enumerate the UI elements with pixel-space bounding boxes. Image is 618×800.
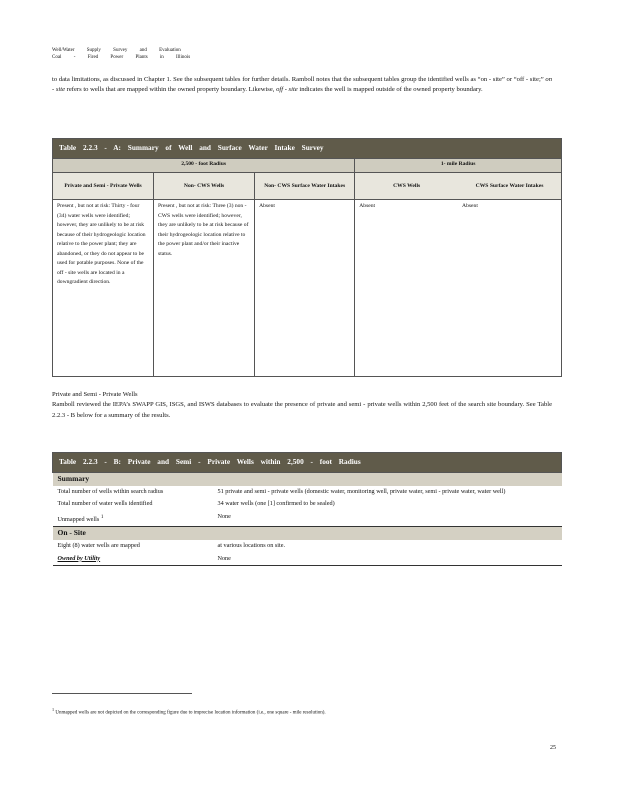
footnote-divider	[52, 693, 192, 694]
table1-col-cws-intakes: CWS Surface Water Intakes	[458, 173, 561, 200]
intro-em-onsite: on - site	[52, 76, 552, 94]
running-header	[52, 47, 190, 61]
intro-text-3: indicates the well is mapped outside of the owned property boundary.	[299, 86, 483, 94]
table2-row-value: 51 private and semi - private wells (domestic water, monitoring well, private water, semi - private water, water well)	[217, 487, 506, 495]
table2-owned-value: None	[213, 553, 562, 566]
table2-title: Table 2.2.3 - B: Private and Semi - Private Wells within 2,500 - foot Radius	[53, 453, 562, 473]
table-well-survey-summary	[52, 138, 562, 377]
footnote-ref: 1	[100, 513, 104, 520]
table1-cell-cws-intakes: Absent	[458, 200, 561, 377]
table1-group-1mile: 1- mile Radius	[355, 159, 562, 173]
table2-row-label-unmapped	[53, 511, 213, 527]
table1-cell-noncws-intakes: Absent	[255, 200, 355, 377]
header-line-2: Coal - Fired Power Plants in Illinois	[52, 55, 191, 60]
header-line-1: Well/Water Supply Survey and Evaluation	[52, 48, 181, 53]
table2-row-label: Total number of wells within search radius	[57, 487, 164, 495]
table2-onsite-label-1: Eight (8) water wells are mapped	[57, 542, 140, 550]
table2-onsite-value-1: at various locations on site.	[217, 542, 286, 550]
table2-onsite-label: On - Site	[53, 527, 562, 540]
table1-cell-cws-wells: Absent	[355, 200, 458, 377]
section-heading: Private and Semi - Private Wells	[52, 391, 138, 398]
table2-summary-label: Summary	[53, 473, 562, 486]
table2-owned-label	[53, 553, 213, 566]
table1-col-noncws-wells: Non- CWS Wells	[154, 173, 255, 200]
footnote	[52, 706, 562, 718]
table-private-wells	[52, 452, 562, 566]
intro-text-1: to data limitations, as discussed in Chapter 1. See the subsequent tables for further details. Ramboll notes that the subsequent tables group the identified wells as “on - site” or “off - site;”	[52, 76, 544, 83]
table2-row-value: 34 water wells (one [1] confirmed to be sealed)	[217, 500, 335, 508]
footnote-number: 1	[52, 707, 55, 712]
intro-paragraph	[52, 75, 552, 96]
table1-title: Table 2.2.3 - A: Summary of Well and Surface Water Intake Survey	[53, 139, 562, 159]
table1-col-private: Private and Semi - Private Wells	[53, 173, 154, 200]
section-text: Ramboll reviewed the IEPA’s SWAPP GIS, ISGS, and ISWS databases to evaluate the presence of private and semi - private wells within 2,500 feet of the search site boundary. See Table 2.2.3 - B below for a summary of the results.	[52, 401, 552, 419]
intro-text-2: refers to wells that are mapped within the owned property boundary. Likewise,	[66, 86, 275, 94]
owned-by-utility-label: Owned by Utility	[57, 554, 101, 562]
intro-em-offsite: off - site	[276, 86, 298, 94]
table1-col-cws-wells: CWS Wells	[355, 173, 458, 200]
table1-cell-noncws-wells: Present , but not at risk: Three (3) non - CWS wells were identified; however, they are unlikely to be at risk because of their hydrogeologic location relative to the power plant and/or their inactive status.	[154, 200, 255, 377]
footnote-text: Unmapped wells are not depicted on the corresponding figure due to imprecise location information (i.e., one square - mile resolution).	[55, 710, 326, 716]
table1-cell-private: Present , but not at risk: Thirty - four (34) water wells were identified; however, they are unlikely to be at risk because of their hydrogeologic location relative to the power plant; they are abandoned, or they do not appear to be used for potable purposes. None of the off - site wells are located in a downgradient direction.	[53, 200, 154, 377]
section-private-wells	[52, 390, 552, 421]
table2-row-value: None	[217, 512, 231, 520]
unmapped-label: Unmapped wells	[57, 515, 100, 523]
table2-row-label: Total number of water wells identified	[57, 500, 153, 508]
page-number: 25	[550, 745, 556, 751]
table1-col-noncws-intakes: Non- CWS Surface Water Intakes	[255, 173, 355, 200]
table1-group-2500ft: 2,500 - foot Radius	[53, 159, 355, 173]
